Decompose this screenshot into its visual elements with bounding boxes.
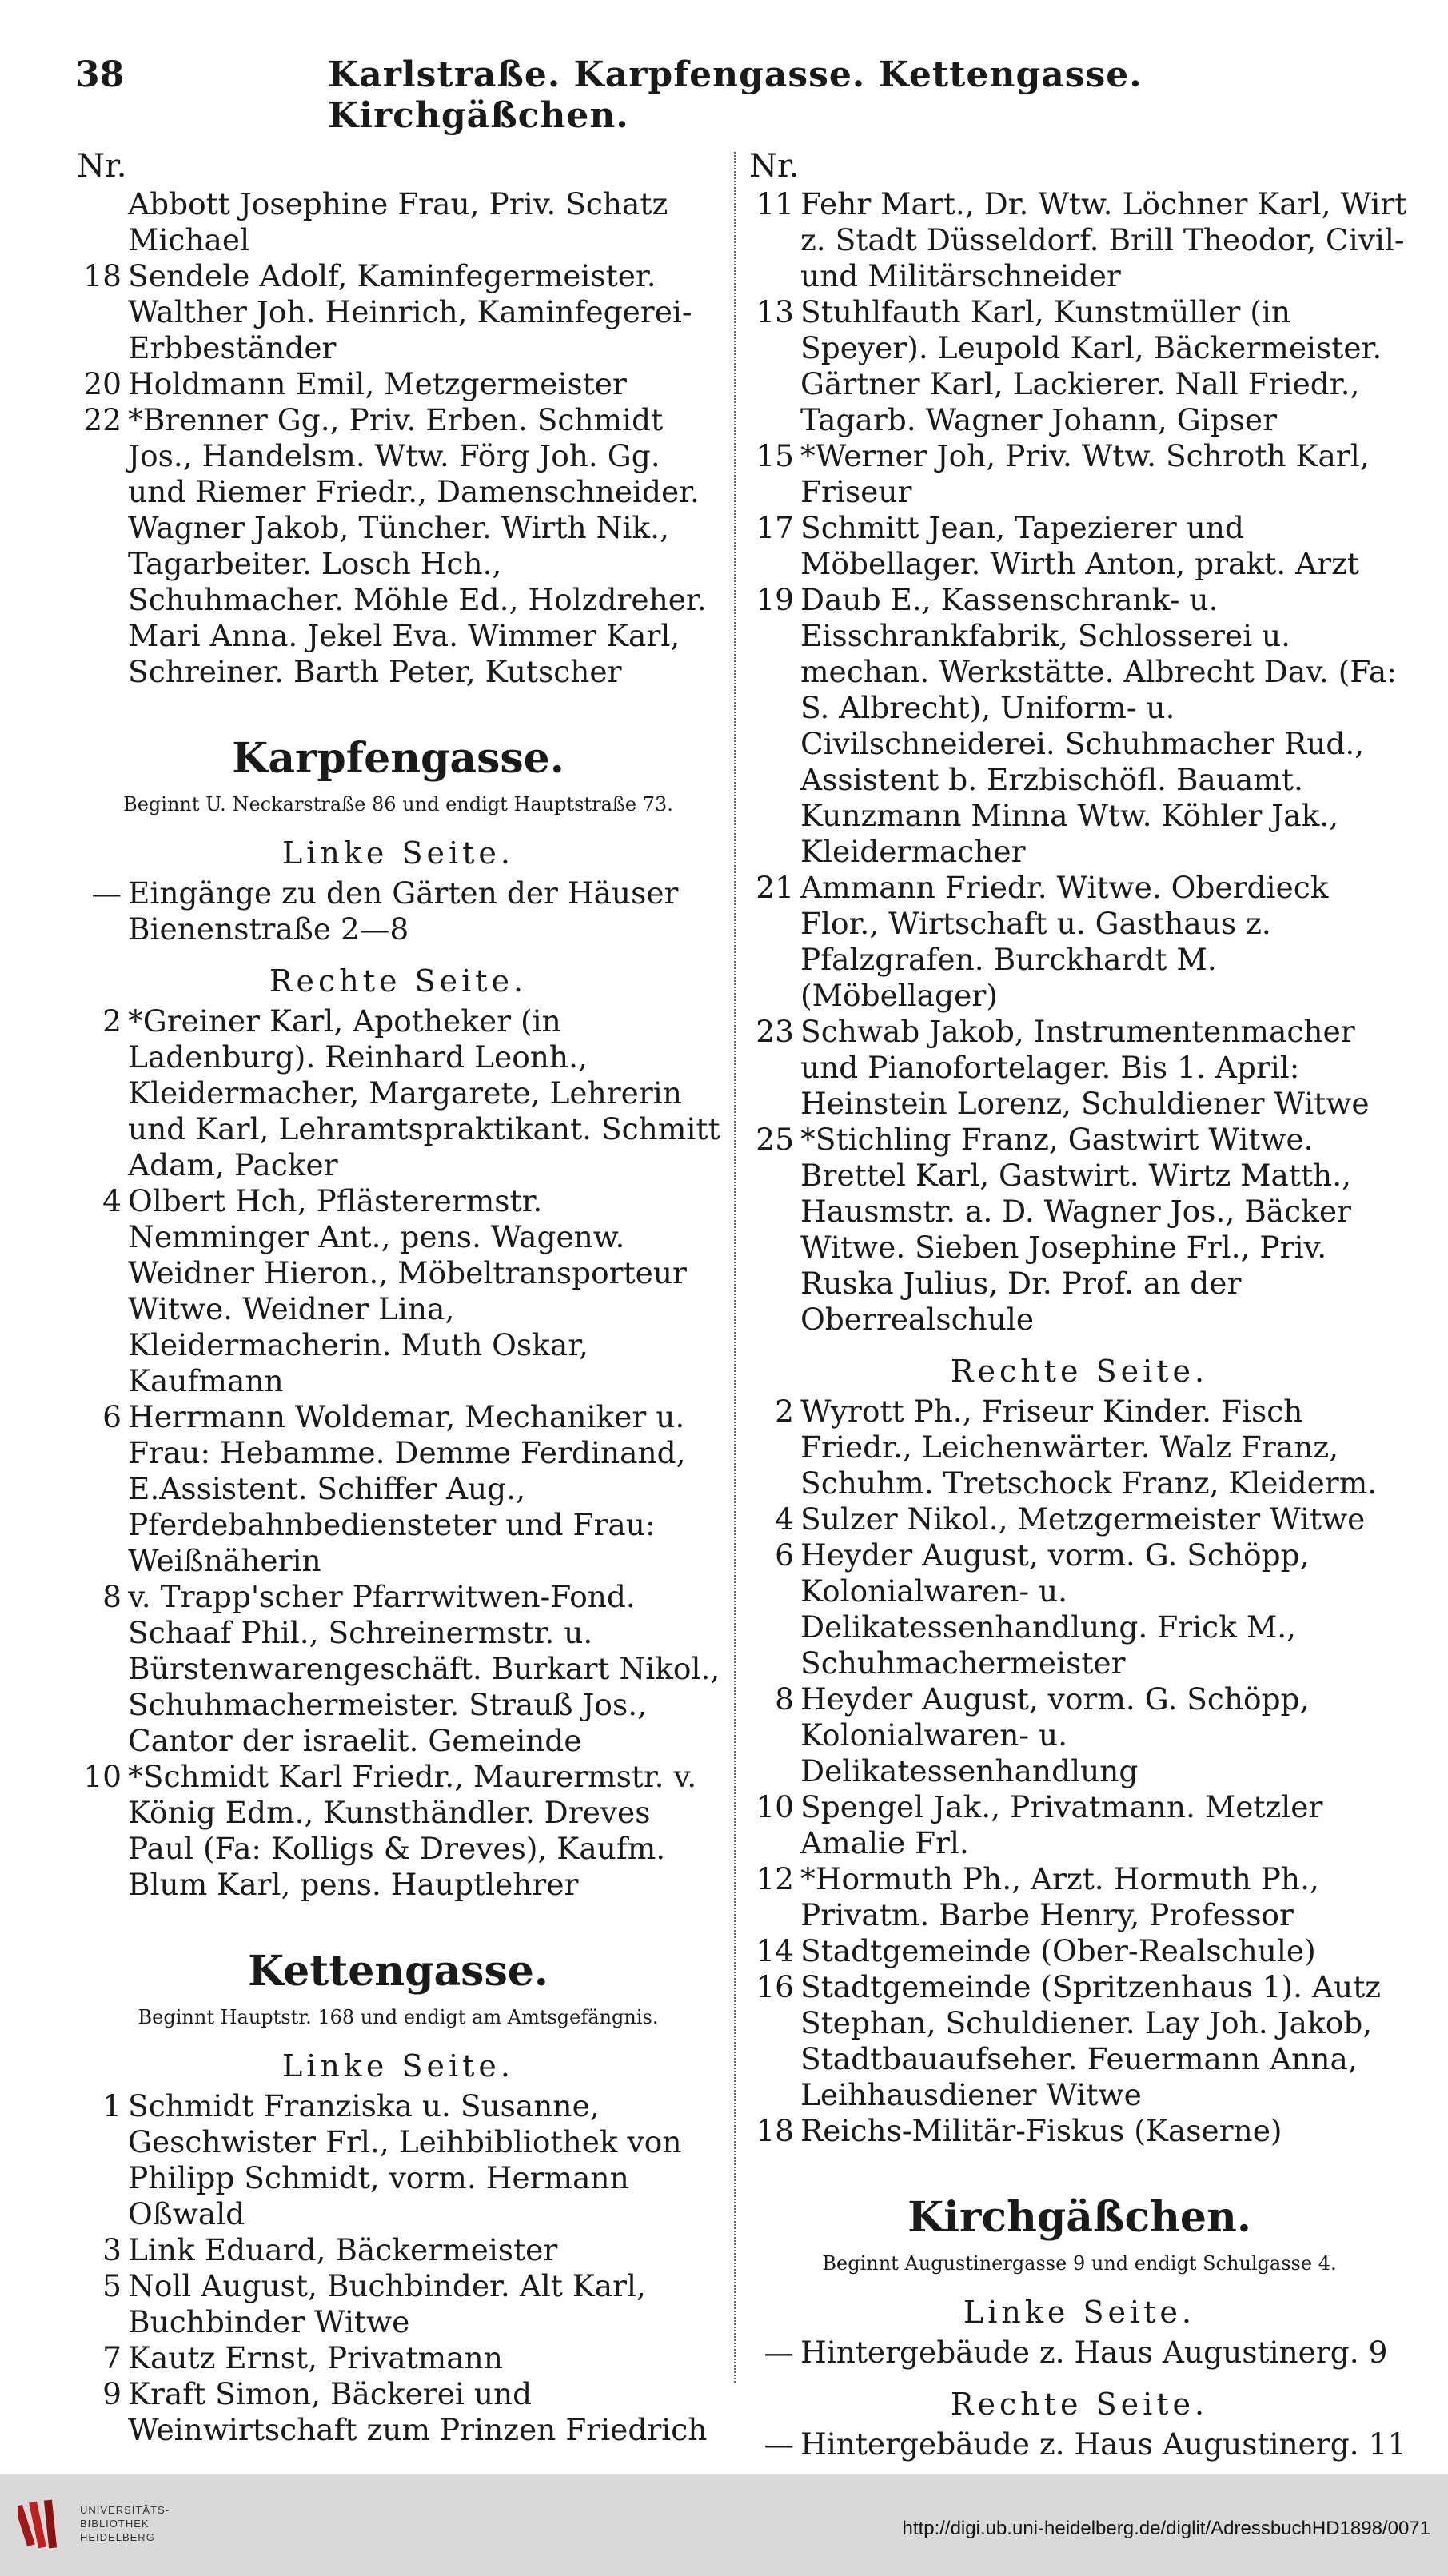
address-entry xyxy=(748,1789,1411,1861)
house-number: 23 xyxy=(756,1014,794,1049)
address-entry xyxy=(75,186,721,258)
address-entry xyxy=(75,2088,721,2232)
house-number: 4 xyxy=(775,1501,794,1537)
residents: Sulzer Nikol., Metzgermeister Witwe xyxy=(800,1501,1366,1537)
address-entry xyxy=(75,366,721,402)
residents: Kautz Ernst, Privatmann xyxy=(128,2340,503,2375)
residents: Holdmann Emil, Metzgermeister xyxy=(128,366,627,401)
street-title-kettengasse: Kettengasse. xyxy=(248,1947,548,1996)
house-number: — xyxy=(764,2426,794,2462)
street-title-kirchgaesschen: Kirchgäßchen. xyxy=(907,2193,1251,2242)
house-number: 14 xyxy=(756,1933,794,1968)
house-number: 4 xyxy=(102,1183,122,1218)
library-logo-icon xyxy=(18,2497,64,2553)
house-number: 8 xyxy=(102,1579,122,1614)
residents: Hintergebäude z. Haus Augustinerg. 11 xyxy=(800,2426,1407,2462)
address-entry xyxy=(75,1579,721,1759)
house-number: 13 xyxy=(756,294,794,329)
side-heading-left: Linke Seite. xyxy=(963,2295,1195,2330)
residents: v. Trapp'scher Pfarrwitwen-Fond. Schaaf Phil., Schreinermstr. u. Bürstenwarengeschäft. Burkart Nikol., Schuhmachermeister. Strauß Jos., Cantor der israelit. Gemeinde xyxy=(128,1579,720,1758)
residents: Ammann Friedr. Witwe. Oberdieck Flor., Wirtschaft u. Gasthaus z. Pfalzgrafen. Burckhardt M. (Möbellager) xyxy=(800,870,1329,1013)
address-entry xyxy=(748,1861,1411,1933)
address-entry xyxy=(748,510,1411,582)
house-number: 22 xyxy=(83,402,122,437)
house-number: 7 xyxy=(102,2340,122,2375)
house-number: 6 xyxy=(775,1537,794,1573)
address-entry xyxy=(75,258,721,366)
residents: Stadtgemeinde (Ober-Realschule) xyxy=(800,1933,1316,1968)
address-entry xyxy=(75,2376,721,2448)
address-entry xyxy=(748,1394,1411,1501)
residents: *Hormuth Ph., Arzt. Hormuth Ph., Privatm. Barbe Henry, Professor xyxy=(800,1861,1319,1932)
house-number: 15 xyxy=(756,438,794,473)
house-number: — xyxy=(764,2335,794,2370)
address-entry xyxy=(748,1014,1411,1122)
residents: Schwab Jakob, Instrumentenmacher und Pianofortelager. Bis 1. April: Heinstein Lorenz, Schuldiener Witwe xyxy=(800,1014,1370,1121)
address-entry xyxy=(75,1759,721,1903)
address-entry xyxy=(748,2113,1411,2149)
address-entry xyxy=(75,2340,721,2376)
residents: *Stichling Franz, Gastwirt Witwe. Brettel Karl, Gastwirt. Wirtz Matth., Hausmstr. a. D. Wagner Jos., Bäcker Witwe. Sieben Josephine Frl., Priv. Ruska Julius, Dr. Prof. an der Oberrealschule xyxy=(800,1122,1352,1337)
street-description: Beginnt U. Neckarstraße 86 und endigt Hauptstraße 73. xyxy=(123,793,673,815)
address-entry xyxy=(748,1933,1411,1969)
side-heading-left: Linke Seite. xyxy=(282,2048,514,2084)
residents: Sendele Adolf, Kaminfegermeister. Walther Joh. Heinrich, Kaminfegerei-Erbbeständer xyxy=(128,258,692,365)
address-entry xyxy=(75,1183,721,1399)
address-entry xyxy=(748,2426,1411,2462)
address-entry xyxy=(748,2335,1411,2371)
residents: Daub E., Kassenschrank- u. Eisschrankfabrik, Schlosserei u. mechan. Werkstätte. Albrecht Dav. (Fa: S. Albrecht), Uniform- u. Civilschneiderei. Schuhmacher Rud., Assistent b. Erzbischöfl. Bauamt. Kunzmann Minna Wtw. Köhler Jak., Kleidermacher xyxy=(800,582,1397,869)
address-entry xyxy=(748,870,1411,1014)
address-entry xyxy=(748,1501,1411,1537)
address-entry xyxy=(75,1003,721,1183)
residents: Heyder August, vorm. G. Schöpp, Kolonialwaren- u. Delikatessenhandlung xyxy=(800,1681,1310,1788)
residents: *Greiner Karl, Apotheker (in Ladenburg). Reinhard Leonh., Kleidermacher, Margarete, Lehrerin und Karl, Lehramtspraktikant. Schmitt Adam, Packer xyxy=(128,1003,720,1182)
house-number: 19 xyxy=(756,582,794,617)
house-number: 25 xyxy=(756,1122,794,1157)
address-entry xyxy=(748,582,1411,870)
residents: Hintergebäude z. Haus Augustinerg. 9 xyxy=(800,2335,1388,2370)
residents: Herrmann Woldemar, Mechaniker u. Frau: Hebamme. Demme Ferdinand, E.Assistent. Schiffer Aug., Pferdebahnbediensteter und Frau: Weißnäherin xyxy=(128,1399,686,1578)
residents: Fehr Mart., Dr. Wtw. Löchner Karl, Wirt z. Stadt Düsseldorf. Brill Theodor, Civil- und Militärschneider xyxy=(800,186,1407,293)
residents: Eingänge zu den Gärten der Häuser Bienenstraße 2—8 xyxy=(128,875,679,947)
house-number: 11 xyxy=(756,186,794,221)
left-column xyxy=(75,148,721,2448)
address-entry xyxy=(748,294,1411,438)
library-name xyxy=(80,2503,170,2544)
address-entry xyxy=(75,2268,721,2340)
residents: Stadtgemeinde (Spritzenhaus 1). Autz Stephan, Schuldiener. Lay Joh. Jakob, Stadtbauaufseher. Feuermann Anna, Leihhausdiener Witwe xyxy=(800,1969,1382,2112)
right-column xyxy=(748,148,1411,2462)
address-entry xyxy=(75,1399,721,1579)
residents: *Werner Joh, Priv. Wtw. Schroth Karl, Friseur xyxy=(800,438,1370,509)
source-url-link[interactable]: http://digi.ub.uni-heidelberg.de/diglit/AdressbuchHD1898/0071 xyxy=(902,2518,1430,2539)
residents: Reichs-Militär-Fiskus (Kaserne) xyxy=(800,2113,1282,2148)
street-title-karpfengasse: Karpfengasse. xyxy=(232,734,564,783)
library-name-line: BIBLIOTHEK xyxy=(80,2518,150,2530)
house-number: 12 xyxy=(756,1861,794,1896)
house-number: 3 xyxy=(102,2232,122,2267)
side-heading-right: Rechte Seite. xyxy=(950,1354,1209,1389)
side-heading-right: Rechte Seite. xyxy=(950,2387,1209,2422)
page-number: 38 xyxy=(75,54,125,95)
library-name-line: UNIVERSITÄTS- xyxy=(80,2504,170,2516)
page-header xyxy=(0,54,1448,136)
residents: Olbert Hch, Pflästerermstr. Nemminger Ant., pens. Wagenw. Weidner Hieron., Möbeltransporteur Witwe. Weidner Lina, Kleidermacherin. Muth Oskar, Kaufmann xyxy=(128,1183,687,1398)
nr-heading: Nr. xyxy=(749,148,800,185)
street-description: Beginnt Hauptstr. 168 und endigt am Amtsgefängnis. xyxy=(138,2006,659,2028)
column-divider xyxy=(734,152,736,2383)
house-number: 10 xyxy=(83,1759,122,1794)
side-heading-right: Rechte Seite. xyxy=(269,963,528,999)
house-number: 8 xyxy=(775,1681,794,1717)
address-entry xyxy=(748,1681,1411,1789)
address-entry xyxy=(748,1969,1411,2113)
house-number: 9 xyxy=(102,2376,122,2411)
house-number: 2 xyxy=(102,1003,122,1039)
house-number: 1 xyxy=(102,2088,122,2123)
house-number: 17 xyxy=(756,510,794,545)
residents: Schmidt Franziska u. Susanne, Geschwister Frl., Leihbibliothek von Philipp Schmidt, vorm. Hermann Oßwald xyxy=(128,2088,682,2231)
residents: Heyder August, vorm. G. Schöpp, Kolonialwaren- u. Delikatessenhandlung. Frick M., Schuhmachermeister xyxy=(800,1537,1310,1681)
running-title: Karlstraße. Karpfengasse. Kettengasse. Kirchgäßchen. xyxy=(328,54,1143,136)
house-number: 16 xyxy=(756,1969,794,2004)
house-number: 2 xyxy=(775,1394,794,1429)
house-number: 10 xyxy=(756,1789,794,1824)
house-number: 18 xyxy=(756,2113,794,2148)
house-number: — xyxy=(91,875,122,911)
residents: Abbott Josephine Frau, Priv. Schatz Michael xyxy=(128,186,668,257)
residents: Schmitt Jean, Tapezierer und Möbellager. Wirth Anton, prakt. Arzt xyxy=(800,510,1359,581)
karlstrasse-entries xyxy=(75,186,721,690)
residents: *Brenner Gg., Priv. Erben. Schmidt Jos., Handelsm. Wtw. Förg Joh. Gg. und Riemer Friedr., Damenschneider. Wagner Jakob, Tüncher. Wirth Nik., Tagarbeiter. Losch Hch., Schuhmacher. Möhle Ed., Holzdreher. Mari Anna. Jekel Eva. Wimmer Karl, Schreiner. Barth Peter, Kutscher xyxy=(128,402,707,689)
nr-heading: Nr. xyxy=(77,148,127,185)
address-entry xyxy=(748,438,1411,510)
residents: Stuhlfauth Karl, Kunstmüller (in Speyer). Leupold Karl, Bäckermeister. Gärtner Karl, Lackierer. Nall Friedr., Tagarb. Wagner Johann, Gipser xyxy=(800,294,1382,437)
side-heading-left: Linke Seite. xyxy=(282,835,514,871)
residents: Noll August, Buchbinder. Alt Karl, Buchbinder Witwe xyxy=(128,2268,646,2339)
residents: Link Eduard, Bäckermeister xyxy=(128,2232,558,2267)
address-entry xyxy=(748,186,1411,294)
house-number: 20 xyxy=(83,366,122,401)
residents: *Schmidt Karl Friedr., Maurermstr. v. König Edm., Kunsthändler. Dreves Paul (Fa: Kolligs & Dreves), Kaufm. Blum Karl, pens. Hauptlehrer xyxy=(128,1759,697,1902)
residents: Kraft Simon, Bäckerei und Weinwirtschaft zum Prinzen Friedrich xyxy=(128,2376,708,2447)
address-entry xyxy=(75,2232,721,2268)
house-number: 6 xyxy=(102,1399,122,1434)
address-entry xyxy=(748,1122,1411,1338)
street-description: Beginnt Augustinergasse 9 und endigt Schulgasse 4. xyxy=(822,2252,1337,2275)
residents: Wyrott Ph., Friseur Kinder. Fisch Friedr., Leichenwärter. Walz Franz, Schuhm. Tretschock Franz, Kleiderm. xyxy=(800,1394,1378,1501)
house-number: 5 xyxy=(102,2268,122,2303)
address-entry xyxy=(748,1537,1411,1681)
residents: Spengel Jak., Privatmann. Metzler Amalie Frl. xyxy=(800,1789,1323,1860)
footer-bar xyxy=(0,2474,1448,2576)
library-name-line: HEIDELBERG xyxy=(80,2531,155,2543)
address-entry xyxy=(75,402,721,690)
house-number: 21 xyxy=(756,870,794,905)
address-entry xyxy=(75,875,721,947)
house-number: 18 xyxy=(83,258,122,293)
